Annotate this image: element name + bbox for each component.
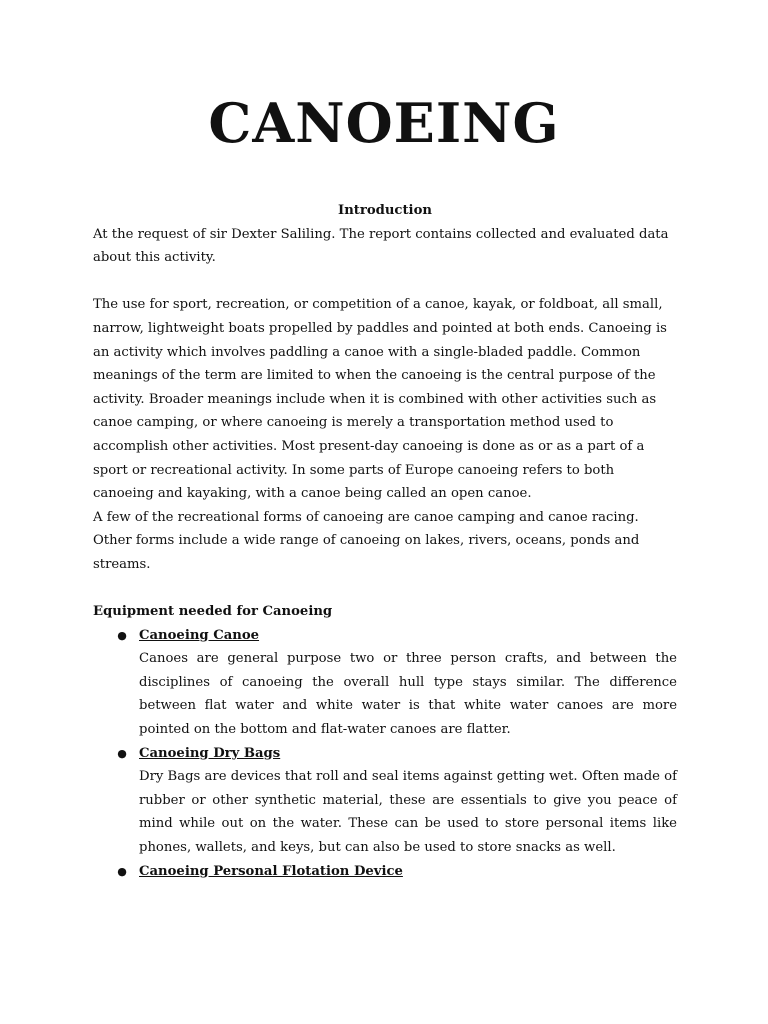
equipment-item-flotation-device [93,860,677,884]
bullet-icon: ● [117,746,127,760]
equipment-list [93,624,677,884]
equipment-item-canoe [93,624,677,742]
paragraph-spacer [93,270,677,294]
equipment-item-text: Dry Bags are devices that roll and seal items against getting wet. Often made of rubber or other synthetic material, these are essentials to give you peace of mind while out on the water. These can be used to store personal items like phones, wallets, and keys, but can also be used to store snacks as well. [139,769,677,856]
bullet-icon: ● [117,628,127,642]
paragraph-spacer [93,577,677,601]
bullet-icon: ● [117,864,127,878]
equipment-item-title: Canoeing Personal Flotation Device [139,863,403,879]
equipment-item-text: Canoes are general purpose two or three person crafts, and between the disciplines of canoeing the overall hull type stays similar. The difference between flat water and white water is that white water canoes are more pointed on the bottom and flat-water canoes are flatter. [139,651,677,738]
intro-paragraph: At the request of sir Dexter Saliling. The report contains collected and evaluated data about this activity. [93,226,669,266]
introduction-heading: Introduction [338,203,432,218]
equipment-heading: Equipment needed for Canoeing [93,604,333,620]
body-paragraph-1: The use for sport, recreation, or competition of a canoe, kayak, or foldboat, all small, narrow, lightweight boats propelled by paddles and pointed at both ends. Canoeing is an activity which involves paddling a canoe with a single-bladed paddle. Common meanings of the term are limited to when the canoeing is the central purpose of the activity. Broader meanings include when it is combined with other activities such as canoe camping, or where canoeing is merely a transportation method used to accomplish other activities. Most present-day canoeing is done as or as a part of a sport or recreational activity. In some parts of Europe canoeing refers to both canoeing and kayaking, with a canoe being called an open canoe. [93,297,667,502]
equipment-item-title: Canoeing Dry Bags [139,745,281,761]
document-title: CANOEING [208,91,560,155]
document-content [93,199,677,883]
equipment-item-dry-bags [93,742,677,860]
body-paragraph-2: A few of the recreational forms of canoeing are canoe camping and canoe racing. Other forms include a wide range of canoeing on lakes, rivers, oceans, ponds and streams. [93,509,640,572]
equipment-item-title: Canoeing Canoe [139,627,260,643]
